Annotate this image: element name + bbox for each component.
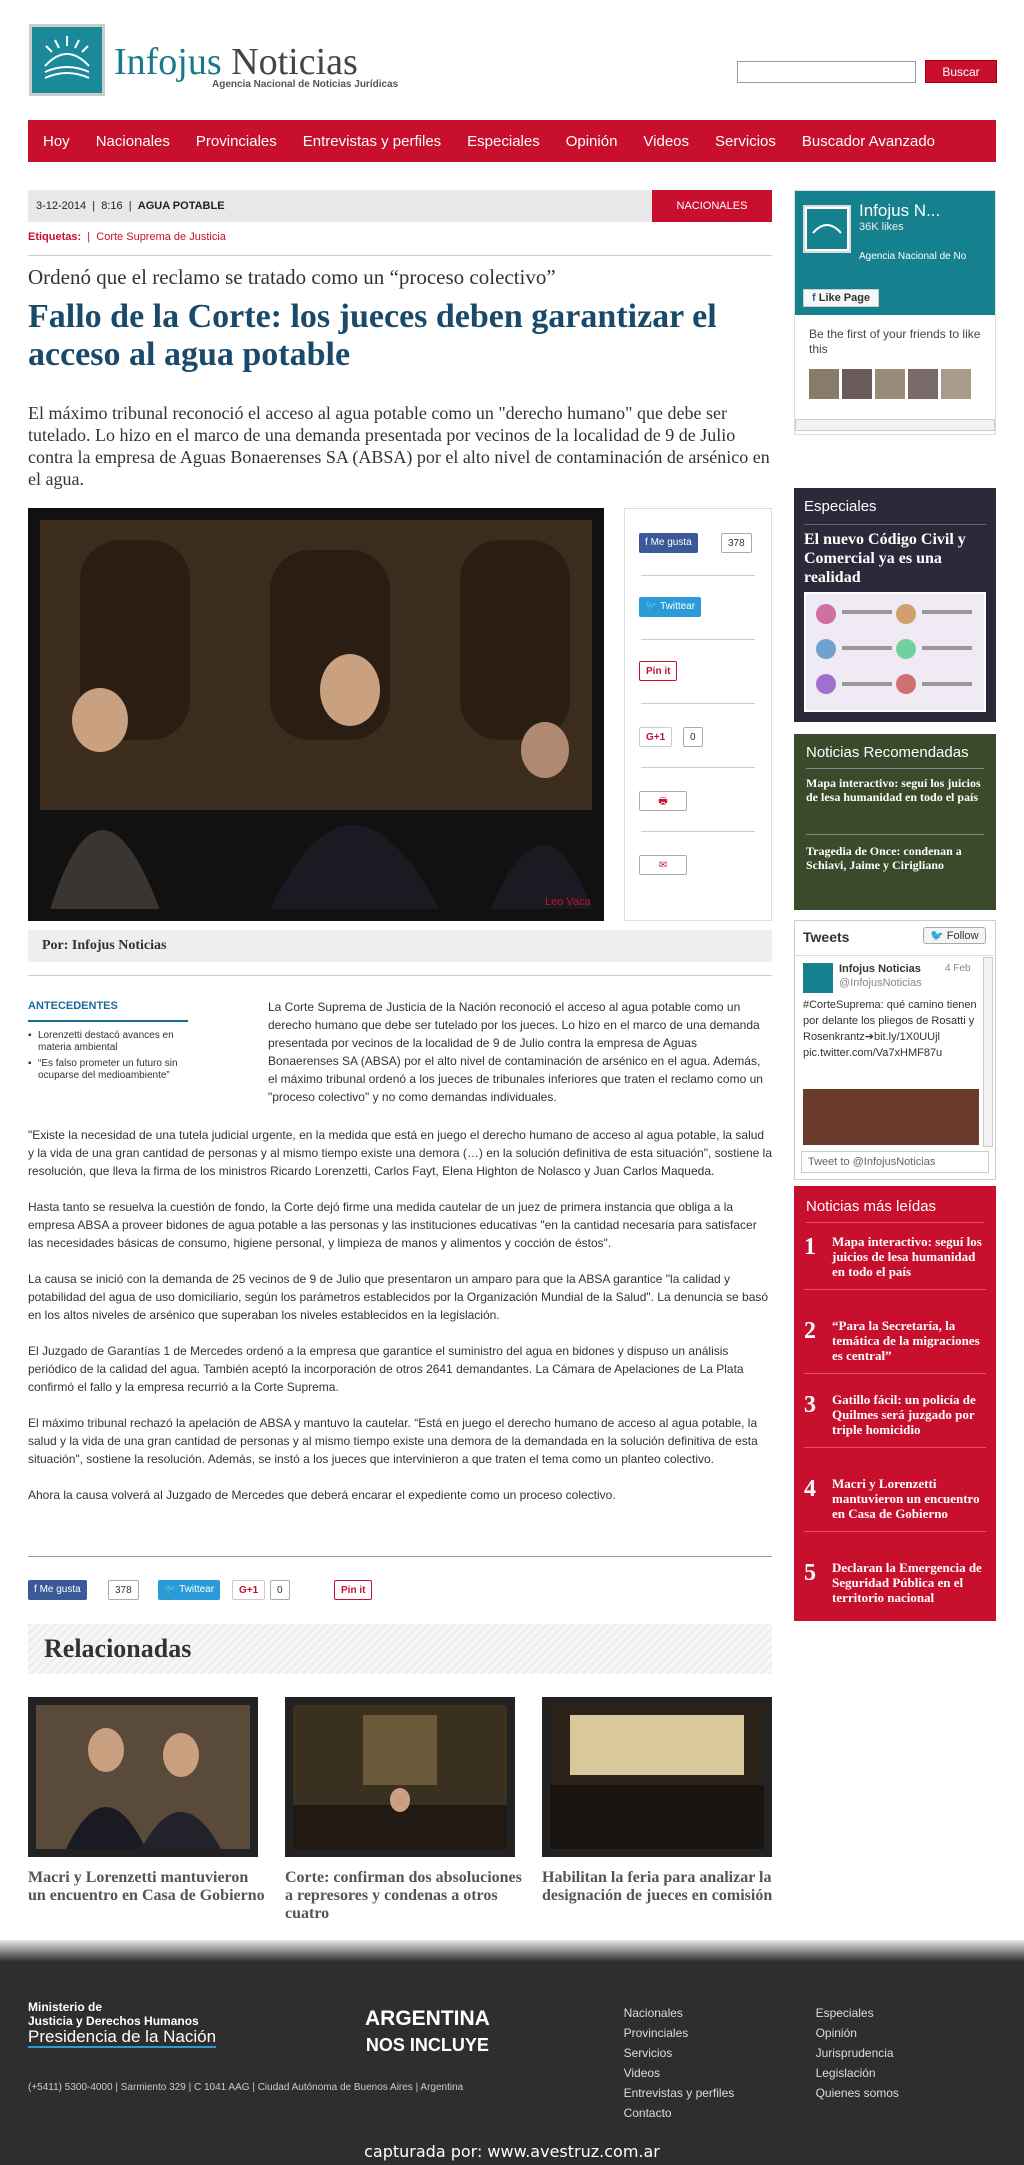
nav-item-provinciales[interactable]: Provinciales [195, 132, 277, 150]
divider [641, 767, 755, 768]
paragraph: "Existe la necesidad de una tutela judicial urgente, en la medida que está en juego el derecho humano de acceso al agua potable, la salud y la vida de una gran cantidad de personas y al mismo tiempo existe una demora (…) en la solución definitiva de esta situación", sostiene la resolución, que lleva la firma de los ministros Ricardo Lorenzetti, Carlos Fayt, Elena Highton de Nolasco y Juan Carlos Maqueda. [28, 1128, 773, 1178]
article-date: 3-12-2014 [36, 200, 87, 212]
email-icon[interactable]: ✉ [639, 855, 687, 875]
gplus-count: 0 [683, 727, 703, 747]
footer-link[interactable]: :: Contacto [606, 2106, 672, 2120]
facebook-page-widget [794, 190, 996, 435]
footer-gradient [0, 1940, 1024, 1962]
fb-like-page-label: Like Page [818, 292, 871, 304]
avatar[interactable] [941, 369, 971, 399]
print-icon[interactable]: 🖶 [639, 791, 687, 811]
facebook-like-button-bottom[interactable] [28, 1580, 87, 1600]
fb-friend-avatars [809, 369, 971, 399]
related-headline[interactable]: Corte: confirman dos absoluciones a represores y condenas a otros cuatro [285, 1869, 522, 1922]
divider [641, 831, 755, 832]
recomendadas-title: Noticias Recomendadas [806, 744, 969, 761]
site-footer [0, 1940, 1024, 2165]
tweet-handle: @InfojusNoticias [839, 977, 922, 989]
page-logo-icon [803, 205, 851, 253]
article-lead: El máximo tribunal reconoció el acceso al agua potable como un "derecho humano" que debe ser tutelado. Lo hizo en el marco de una demanda presentada por vecinos de la localidad de 9 de Julio contra la empresa de Aguas Bonaerenses SA (ABSA) por el alto nivel de contaminación de arsénico en el agua. [28, 403, 770, 489]
photo-credit: Leo Vaca [545, 896, 591, 908]
mas-leidas-link[interactable]: “Para la Secretaría, la temática de la migraciones es central” [832, 1318, 980, 1363]
especiales-image[interactable] [804, 592, 986, 712]
nav-item-videos[interactable]: Videos [643, 132, 690, 150]
logo-icon[interactable] [29, 24, 105, 96]
recomendadas-box [794, 734, 996, 910]
ministerio-line1: Ministerio de [28, 2000, 103, 2014]
nav-item-servicios[interactable]: Servicios [715, 132, 776, 150]
divider [641, 703, 755, 704]
article-body [28, 1126, 772, 1522]
rank-number: 1 [804, 1234, 816, 1260]
divider [28, 1556, 772, 1557]
related-image[interactable] [28, 1697, 258, 1857]
footer-link[interactable]: :: Entrevistas y perfiles [606, 2086, 734, 2100]
paragraph: El Juzgado de Garantías 1 de Mercedes ordenó a la empresa que garantice el suministro del agua en bidones y dispuso un análisis periódico de la calidad del agua. También aceptó la incorporación de otros 2641 demandantes. La Cámara de Apelaciones de La Plata confirmó el fallo y la empresa recurrió a la Corte Suprema. [28, 1344, 744, 1394]
follow-button[interactable] [923, 927, 986, 944]
rank-number: 5 [804, 1560, 816, 1586]
mas-leidas-item[interactable] [804, 1318, 986, 1374]
twitter-icon: 🐦 [164, 1584, 180, 1595]
twitter-icon: 🐦 [930, 930, 947, 942]
tags-row: Etiquetas: | Corte Suprema de Justicia [28, 231, 226, 243]
tweet-date[interactable]: 4 Feb [945, 963, 971, 974]
footer-link[interactable]: :: Opinión [798, 2026, 857, 2040]
related-headline[interactable]: Macri y Lorenzetti mantuvieron un encuentro en Casa de Gobierno [28, 1869, 265, 1904]
nav-item-opinion[interactable]: Opinión [565, 132, 618, 150]
divider [806, 1222, 984, 1223]
article-byline: Por: Infojus Noticias [28, 930, 772, 962]
ministerio-line2: Justicia y Derechos Humanos [28, 2014, 199, 2028]
presidencia-text: Presidencia de la Nación [28, 2027, 217, 2046]
logo-subtitle: Agencia Nacional de Noticias Jurídicas [212, 79, 399, 90]
divider [28, 975, 772, 976]
fb-page-name[interactable]: Infojus N... [859, 201, 941, 220]
related-headline[interactable]: Habilitan la feria para analizar la designación de jueces en comisión [542, 1869, 773, 1904]
article-photo [28, 508, 604, 921]
gplus-count: 0 [270, 1580, 290, 1600]
nav-item-entrevistas[interactable]: Entrevistas y perfiles [302, 132, 442, 150]
argentina-logo[interactable] [365, 2006, 490, 2058]
tweets-title: Tweets [803, 929, 850, 945]
mas-leidas-link[interactable]: Gatillo fácil: un policía de Quilmes será juzgado por triple homicidio [832, 1392, 976, 1437]
site-logo-title[interactable] [114, 40, 358, 84]
avatar[interactable] [809, 369, 839, 399]
mas-leidas-link[interactable]: Declaran la Emergencia de Seguridad Pública en el territorio nacional [832, 1560, 982, 1605]
facebook-icon: f [645, 537, 651, 548]
argentina-line2: NOS INCLUYE [365, 2035, 489, 2055]
like-count: 378 [721, 533, 752, 553]
article-time: 8:16 [101, 200, 123, 212]
footer-link[interactable]: :: Legislación [798, 2066, 876, 2080]
tweets-widget [794, 920, 996, 1180]
mas-leidas-link[interactable]: Macri y Lorenzetti mantuvieron un encuentro en Casa de Gobierno [832, 1476, 980, 1521]
article-topic: AGUA POTABLE [137, 200, 225, 212]
tweet-label: Twittear [660, 601, 696, 612]
divider [806, 834, 984, 835]
nav-item-buscador-avanzado[interactable]: Buscador Avanzado [801, 132, 936, 150]
facebook-icon: f [812, 292, 819, 304]
divider [795, 955, 995, 956]
mas-leidas-item[interactable] [804, 1476, 986, 1532]
gplus-button[interactable]: G+1 [639, 727, 672, 747]
capture-credit: capturada por: www.avestruz.com.ar [364, 2142, 660, 2161]
footer-address: (+5411) 5300-4000 | Sarmiento 329 | C 1041 AAG | Ciudad Autónoma de Buenos Aires | Argentina [28, 2082, 464, 2093]
share-box [624, 508, 772, 921]
facebook-like-button[interactable] [639, 533, 698, 553]
tweet-image[interactable] [803, 1089, 979, 1145]
especiales-title: Especiales [804, 498, 877, 515]
facebook-icon: f [34, 1584, 40, 1595]
avatar[interactable] [908, 369, 938, 399]
rank-number: 3 [804, 1392, 816, 1418]
tweet-button-bottom[interactable] [158, 1580, 220, 1600]
footer-link[interactable]: :: Especiales [798, 2006, 874, 2020]
recomendada-link[interactable]: Tragedia de Once: condenan a Schiavi, Jaime y Cirigliano [806, 844, 962, 872]
article-intro: La Corte Suprema de Justicia de la Nación reconoció el acceso al agua potable como un derecho humano que debe ser tutelado por los jueces. Lo hizo en el marco de una demanda presentada por vecinos de la localidad de 9 de Julio contra la empresa de Aguas Bonaerenses SA (ABSA) por el alto nivel de contaminación de arsénico en el agua. Además, el máximo tribunal ordenó a los jueces de tribunales inferiores que traten el reclamo como un "proceso colectivo" y no como demandas individuales. [268, 1000, 763, 1104]
divider [804, 524, 986, 525]
recomendada-link[interactable]: Mapa interactivo: seguí los juicios de lesa humanidad en todo el país [806, 776, 981, 804]
mas-leidas-item[interactable] [804, 1560, 986, 1615]
horizontal-scrollbar[interactable] [795, 419, 995, 431]
tweet-button[interactable] [639, 597, 701, 617]
antecedente-link[interactable]: ▪ Lorenzetti destacó avances en materia ambiental [28, 1030, 198, 1054]
related-image[interactable] [285, 1697, 515, 1857]
argentina-line1: ARGENTINA [365, 2007, 490, 2030]
antecedentes-list [28, 1030, 198, 1086]
paragraph: Hasta tanto se resuelva la cuestión de fondo, la Corte dejó firme una medida cautelar de un juez de primera instancia que obliga a la empresa ABSA a proveer bidones de agua potable a las personas y las instituciones educativas "en la cantidad necesaria para satisfacer las necesidades básicas de consumo, higiene personal, y limpieza de manos y alimentos y cocción de éstos". [28, 1200, 757, 1250]
avatar[interactable] [842, 369, 872, 399]
section-badge[interactable]: NACIONALES [652, 190, 772, 222]
like-label: Me gusta [650, 537, 692, 548]
related-image[interactable] [542, 1697, 772, 1857]
footer-link[interactable]: :: Provinciales [606, 2026, 688, 2040]
nav-item-especiales[interactable]: Especiales [467, 132, 540, 150]
tweet-text: #CorteSuprema: qué camino tienen por delante los pliegos de Rosatti y Rosenkrantz➔bit.ly/1X0UUjl pic.twitter.com/Va7xHMF87u [803, 999, 977, 1059]
especiales-box [794, 488, 996, 722]
search-input[interactable] [737, 61, 916, 83]
article-headline: Fallo de la Corte: los jueces deben garantizar el acceso al agua potable [28, 298, 717, 373]
main-nav [28, 120, 996, 162]
mas-leidas-item[interactable] [804, 1234, 986, 1290]
twitter-icon: 🐦 [645, 601, 661, 612]
paragraph: La causa se inició con la demanda de 25 vecinos de 9 de Julio que presentaron un amparo para que la ABSA garantice "la calidad y potabilidad del agua de uso domiciliario, según los parámetros establecidos por la Organización Mundial de la Salud". La denuncia se basó en los altos niveles de arsénico que superaban los niveles establecidos en la legislación. [28, 1272, 769, 1322]
article-kicker: Ordenó que el reclamo se tratado como un “proceso colectivo” [28, 265, 556, 289]
especiales-headline[interactable]: El nuevo Código Civil y Comercial ya es una realidad [804, 531, 966, 586]
mas-leidas-box [794, 1186, 996, 1621]
tag-link[interactable]: Corte Suprema de Justicia [96, 231, 226, 243]
vertical-scrollbar[interactable] [983, 957, 993, 1147]
mas-leidas-link[interactable]: Mapa interactivo: seguí los juicios de lesa humanidad en todo el país [832, 1234, 982, 1279]
fb-cover-text: Agencia Nacional de No [859, 251, 967, 262]
pinterest-button[interactable]: Pin it [639, 661, 677, 681]
tweet-user[interactable]: Infojus Noticias [839, 963, 921, 975]
fb-likes: 36K likes [859, 221, 904, 233]
paragraph: Ahora la causa volverá al Juzgado de Mercedes que deberá encarar el expediente como un proceso colectivo. [28, 1488, 616, 1502]
footer-link[interactable]: :: Jurisprudencia [798, 2046, 894, 2060]
divider [28, 1020, 188, 1022]
facebook-cover[interactable] [795, 191, 995, 315]
fb-like-page-button[interactable] [803, 289, 879, 307]
rank-number: 2 [804, 1318, 816, 1344]
ministerio-logo[interactable] [28, 2000, 216, 2048]
search-button[interactable]: Buscar [925, 60, 997, 83]
footer-link[interactable]: :: Nacionales [606, 2006, 683, 2020]
follow-label: Follow [946, 930, 979, 942]
like-count: 378 [108, 1580, 139, 1600]
article-meta-bar: 3-12-2014 | 8:16 | AGUA POTABLE [28, 190, 652, 222]
gplus-button-bottom[interactable]: G+1 [232, 1580, 265, 1600]
paragraph: El máximo tribunal rechazó la apelación de ABSA y mantuvo la cautelar. “Está en juego el derecho humano de acceso al agua potable, la salud y la vida de una gran cantidad de personas y al mismo tiempo existe una demora de la demandada en la solución definitiva de esta situación", sostiene la resolución. Además, se instó a los jueces que intervinieron a que traten el tema como un planteo colectivo. [28, 1416, 758, 1466]
nav-item-hoy[interactable]: Hoy [43, 132, 70, 150]
antecedentes-title: ANTECEDENTES [28, 1000, 118, 1012]
antecedente-link[interactable]: ▪ “Es falso prometer un futuro sin ocuparse del medioambiente” [28, 1058, 198, 1082]
like-label: Me gusta [39, 1584, 81, 1595]
divider [641, 639, 755, 640]
pinterest-button-bottom[interactable]: Pin it [334, 1580, 372, 1600]
divider [28, 255, 772, 256]
fb-friends-text: Be the first of your friends to like this [809, 327, 981, 356]
tweet-to-input[interactable]: Tweet to @InfojusNoticias [801, 1151, 989, 1173]
nav-item-nacionales[interactable]: Nacionales [95, 132, 170, 150]
mas-leidas-title: Noticias más leídas [806, 1198, 937, 1215]
tweet-label: Twittear [179, 1584, 215, 1595]
tweet-avatar[interactable] [803, 963, 833, 993]
logo-title-part2: Noticias [221, 41, 358, 83]
footer-link[interactable]: :: Quienes somos [798, 2086, 899, 2100]
footer-link[interactable]: :: Servicios [606, 2046, 672, 2060]
avatar[interactable] [875, 369, 905, 399]
mas-leidas-item[interactable] [804, 1392, 986, 1448]
rank-number: 4 [804, 1476, 816, 1502]
divider [641, 575, 755, 576]
logo-title-part1: Infojus [114, 41, 222, 83]
divider [806, 768, 984, 769]
footer-link[interactable]: :: Videos [606, 2066, 660, 2080]
related-title: Relacionadas [28, 1624, 772, 1674]
tags-label: Etiquetas: [28, 231, 82, 243]
